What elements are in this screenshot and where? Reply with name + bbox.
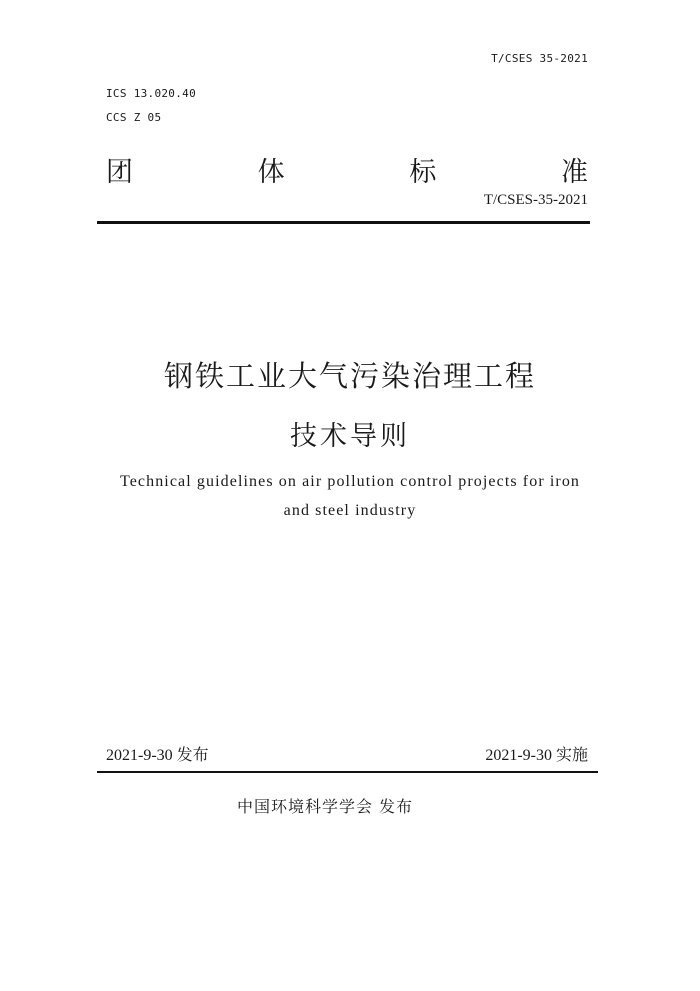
ics-code: ICS 13.020.40 <box>106 87 196 100</box>
standard-number: T/CSES-35-2021 <box>483 192 588 208</box>
standard-type-char: 体 <box>257 157 285 188</box>
ccs-code: CCS Z 05 <box>106 111 162 124</box>
title-chinese-line-2: 技术导则 <box>290 421 410 452</box>
title-english-line-1: Technical guidelines on air pollution control projects for iron <box>119 473 581 490</box>
header-divider <box>97 221 590 224</box>
footer-divider <box>97 771 598 773</box>
standard-type-heading <box>106 156 588 190</box>
standard-type-char: 准 <box>560 157 588 188</box>
title-english-line-2: and steel industry <box>283 502 417 519</box>
implementation-date: 2021-9-30 实施 <box>485 747 588 764</box>
title-chinese-line-1: 钢铁工业大气污染治理工程 <box>163 359 536 393</box>
standard-type-char: 团 <box>106 157 133 188</box>
standard-type-char: 标 <box>409 157 437 188</box>
issue-date: 2021-9-30 发布 <box>106 747 209 764</box>
standard-code-header: T/CSES 35-2021 <box>491 52 588 65</box>
publisher: 中国环境科学学会 发布 <box>236 797 414 816</box>
